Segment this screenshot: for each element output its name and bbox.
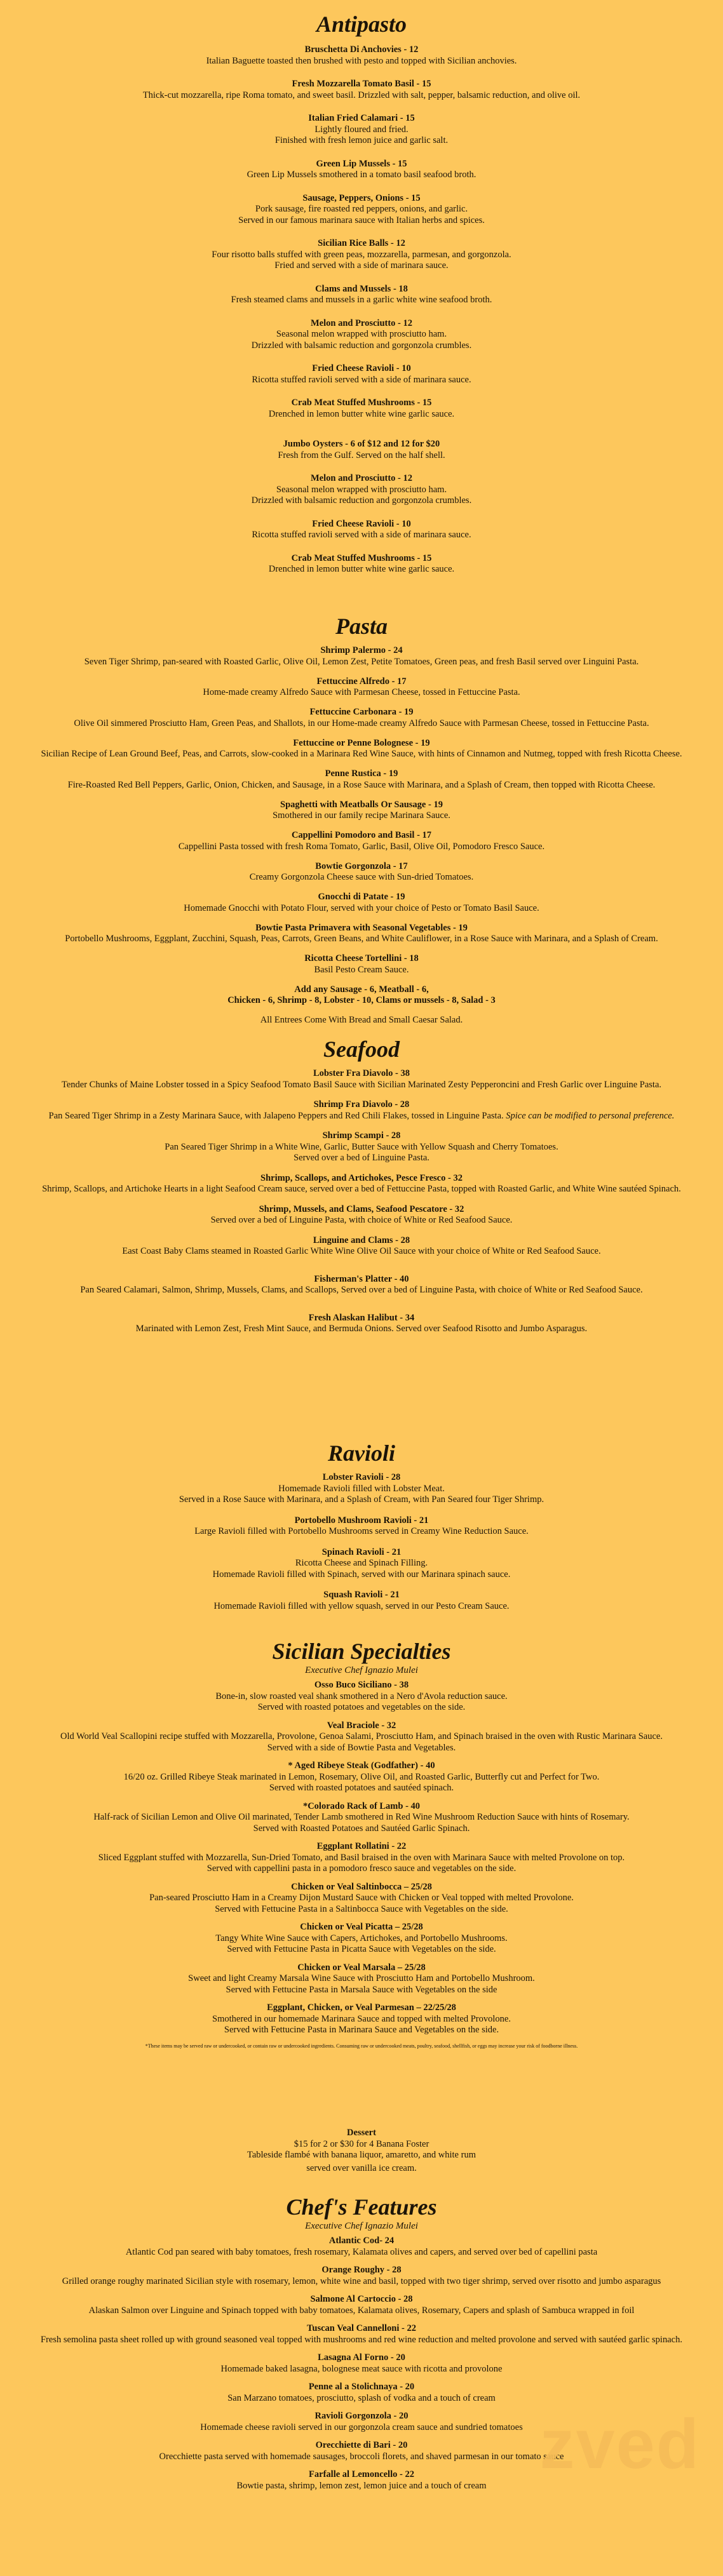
menu-item-description: Ricotta Cheese and Spinach Filling. [295, 1558, 428, 1568]
menu-item-name: Cappellini Pomodoro and Basil - 17 [291, 830, 432, 840]
menu-item-description: Thick-cut mozzarella, ripe Roma tomato, and sweet basil. Drizzled with salt, pepper, balsamic reduction, and olive oil. [142, 90, 581, 100]
menu-item [0, 1547, 723, 1581]
menu-item-description: Italian Baguette toasted then brushed with pesto and topped with Sicilian anchovies. [206, 55, 517, 66]
menu-item-name: Chicken or Veal Saltinbocca – 25/28 [291, 1881, 432, 1892]
menu-item [0, 2265, 723, 2287]
watermark-logo: zved [539, 2405, 700, 2483]
menu-item-description: Served with Fettucine Pasta in Picatta Sauce with Vegetables on the side. [227, 1944, 496, 1954]
menu-item-description: Orecchiette pasta served with homemade sausages, broccoli florets, and shaved parmesan in our tomato sauce [159, 2451, 564, 2462]
menu-item-name: Sausage, Peppers, Onions - 15 [302, 192, 421, 203]
menu-item [0, 363, 723, 386]
menu-item-description: Served with a side of Bowtie Pasta and Vegetables. [267, 1742, 456, 1753]
menu-item-description: Cappellini Pasta tossed with fresh Roma Tomato, Garlic, Basil, Olive Oil, Pomodoro Fresco Sauce. [178, 841, 545, 852]
menu-item-name: Fettuccine or Penne Bolognese - 19 [293, 737, 430, 748]
disclaimer-note: *These items may be served raw or undercooked, or contain raw or undercooked ingredients. Consuming raw or undercooked meats, poultry, seafood, shellfish, or eggs may increase your risk of foodborne illness. [145, 2043, 578, 2049]
menu-item-name: Shrimp, Scallops, and Artichokes, Pesce Fresco - 32 [260, 1172, 463, 1183]
menu-item-description: Drizzled with balsamic reduction and gorgonzola crumbles. [251, 495, 472, 506]
dessert-item [0, 2128, 723, 2174]
menu-item [0, 738, 723, 760]
menu-item-description: Served with cappellini pasta in a pomodoro fresco sauce and vegetables on the side. [206, 1863, 517, 1874]
dessert-section [0, 2128, 723, 2174]
menu-item-description: Old World Veal Scallopini recipe stuffed with Mozzarella, Provolone, Genoa Salami, Prosciutto Ham, and Spinach braised in the oven with Rustic Marinara Sauce. [60, 1731, 663, 1741]
menu-item-description: Lightly floured and fried. [314, 124, 409, 135]
menu-item-description: Homemade Ravioli filled with Lobster Meat. [278, 1483, 445, 1494]
menu-item [0, 1841, 723, 1875]
menu-item [0, 830, 723, 852]
menu-item-name: Fried Cheese Ravioli - 10 [312, 363, 411, 373]
menu-item-extra: Chicken - 6, Shrimp - 8, Lobster - 10, Clams or mussels - 8, Salad - 3 [227, 995, 496, 1005]
menu-item [0, 2002, 723, 2036]
menu-item-description: Homemade Ravioli filled with Spinach, served with our Marinara spinach sauce. [212, 1569, 511, 1580]
menu-item-description: Served with Fettucine Pasta in a Saltinbocca Sauce with Vegetables on the side. [215, 1903, 508, 1914]
menu-item [0, 44, 723, 67]
menu-item-name: Ravioli Gorgonzola - 20 [314, 2411, 409, 2421]
description-text: Pan Seared Tiger Shrimp in a Zesty Marinara Sauce, with Jalapeno Peppers and Red Chili Flakes, tossed in Linguine Pasta. [48, 1110, 504, 1121]
seafood-title: Seafood [323, 1036, 400, 1062]
dessert-line: $15 for 2 or $30 for 4 Banana Foster [294, 2138, 429, 2149]
sicilian-title: Sicilian Specialties [272, 1639, 451, 1664]
menu-item-name: Gnocchi di Patate - 19 [318, 892, 405, 902]
menu-item-name: Penne Rustica - 19 [325, 768, 398, 779]
menu-item-name: Melon and Prosciutto - 12 [310, 318, 413, 328]
menu-item [0, 923, 723, 945]
dessert-line: served over vanilla ice cream. [306, 2163, 417, 2173]
dessert-name: Dessert [347, 2128, 376, 2138]
menu-item [0, 1882, 723, 1915]
menu-item-description: Bowtie pasta, shrimp, lemon zest, lemon juice and a touch of cream [236, 2480, 487, 2491]
menu-item [0, 707, 723, 729]
menu-item-description: Fried and served with a side of marinara sauce. [274, 260, 449, 271]
menu-item-description: Four risotto balls stuffed with green peas, mozzarella, parmesan, and gorgonzola. [212, 249, 511, 260]
menu-item-description: Creamy Gorgonzola Cheese sauce with Sun-dried Tomatoes. [249, 872, 474, 882]
pasta-footer: All Entrees Come With Bread and Small Caesar Salad. [260, 1015, 463, 1025]
menu-item [0, 1313, 723, 1335]
menu-item-description: Drenched in lemon butter white wine garlic sauce. [268, 408, 455, 419]
menu-item [0, 1204, 723, 1226]
menu-item-name: Add any Sausage - 6, Meatball - 6, [294, 984, 429, 995]
menu-item-description: Ricotta stuffed ravioli served with a side of marinara sauce. [252, 374, 471, 385]
menu-item-name: Shrimp Fra Diavolo - 28 [313, 1099, 410, 1110]
menu-item [0, 1761, 723, 1794]
features-chef-credit: Executive Chef Ignazio Mulei [305, 2221, 418, 2231]
menu-item-description: Sliced Eggplant stuffed with Mozzarella, Sun-Dried Tomato, and Basil braised in the oven with Marinara Sauce with melted Provolone on top. [98, 1852, 625, 1863]
dessert-line: Tableside flambé with banana liquor, amaretto, and white rum [247, 2150, 476, 2160]
menu-item-description: Large Ravioli filled with Portobello Mushrooms served in Creamy Wine Reduction Sauce. [194, 1526, 529, 1536]
menu-item-name: Melon and Prosciutto - 12 [310, 473, 413, 483]
menu-item-description: Pan Seared Tiger Shrimp in a White Wine, Garlic, Butter Sauce with Yellow Squash and Cherry Tomatoes. [165, 1141, 558, 1152]
menu-item-description: Homemade baked lasagna, bolognese meat sauce with ricotta and provolone [220, 2363, 503, 2374]
menu-item-name: Farfalle al Lemoncello - 22 [309, 2469, 414, 2479]
menu-item-name: Osso Buco Siciliano - 38 [314, 1680, 409, 1690]
menu-item [0, 1068, 723, 1090]
menu-item [0, 1235, 723, 1258]
menu-item-name: Spinach Ravioli - 21 [321, 1546, 402, 1557]
menu-item-name: Lasagna Al Forno - 20 [318, 2352, 405, 2363]
menu-item-name: Crab Meat Stuffed Mushrooms - 15 [291, 398, 432, 408]
menu-item-description: Served in a Rose Sauce with Marinara, and a Splash of Cream, with Pan Seared four Tiger Shrimp. [179, 1494, 544, 1505]
menu-item-name: Atlantic Cod- 24 [328, 2236, 395, 2246]
menu-item-name: Penne al a Stolichnaya - 20 [308, 2382, 415, 2392]
menu-item [0, 1680, 723, 1714]
menu-item [0, 1721, 723, 1754]
menu-item-name: Eggplant Rollatini - 22 [316, 1841, 407, 1851]
menu-item-description: Portobello Mushrooms, Eggplant, Zucchini, Squash, Peas, Carrots, Green Beans, and White Cauliflower, in a Rose Sauce with Marinara, and a Splash of Cream. [65, 934, 658, 944]
menu-item [0, 2236, 723, 2258]
menu-item-description: Served with Fettucine Pasta in Marsala Sauce with Vegetables on the side [226, 1984, 497, 1995]
menu-item [0, 768, 723, 791]
menu-item-name: *Colorado Rack of Lamb - 40 [302, 1801, 421, 1811]
menu-item-description: Grilled orange roughy marinated Sicilian style with rosemary, lemon, white wine and basil, topped with two tiger shrimp, served over risotto and jumbo asparagus [62, 2276, 661, 2286]
menu-item-description: Atlantic Cod pan seared with baby tomatoes, fresh rosemary, Kalamata olives and capers, and served over bed of capellini pasta [125, 2246, 598, 2257]
menu-item-description: Pork sausage, fire roasted red peppers, onions, and garlic. [255, 204, 468, 214]
menu-item-name: Fried Cheese Ravioli - 10 [312, 518, 411, 529]
menu-item-description: Pan Seared Calamari, Salmon, Shrimp, Mussels, Clams, and Scallops, Served over a bed of Linguine Pasta, with choice of White or Red Seafood Sauce. [80, 1285, 643, 1295]
menu-item-name: Veal Braciole - 32 [327, 1720, 396, 1731]
menu-item-description: Finished with fresh lemon juice and garlic salt. [274, 135, 449, 145]
seafood-section [0, 1036, 723, 1344]
menu-item-name: Italian Fried Calamari - 15 [308, 113, 415, 123]
menu-item-name: Jumbo Oysters - 6 of $12 and 12 for $20 [283, 439, 440, 449]
menu-item-name: Sicilian Rice Balls - 12 [318, 238, 405, 248]
menu-item-name: Bruschetta Di Anchovies - 12 [304, 44, 419, 55]
menu-item-description: Served in our famous marinara sauce with Italian herbs and spices. [238, 215, 485, 225]
menu-item [0, 1962, 723, 1996]
menu-item-name: Fettuccine Alfredo - 17 [316, 676, 407, 687]
menu-item [0, 439, 723, 461]
menu-item-description: Bone-in, slow roasted veal shank smothered in a Nero d'Avola reduction sauce. [215, 1691, 508, 1701]
ravioli-title: Ravioli [328, 1440, 395, 1466]
menu-item-name: Fettuccine Carbonara - 19 [309, 707, 414, 717]
antipasto-section [0, 11, 723, 587]
menu-item-name: Spaghetti with Meatballs Or Sausage - 19 [280, 799, 443, 810]
menu-item [0, 861, 723, 883]
menu-item-description: Sicilian Recipe of Lean Ground Beef, Peas, and Carrots, slow-cooked in a Marinara Red Wine Sauce, with hints of Cinnamon and Nutmeg, topped with fresh Ricotta Cheese. [41, 749, 682, 759]
menu-item-description: Olive Oil simmered Prosciutto Ham, Green Peas, and Shallots, in our Home-made creamy Alfredo Sauce with Parmesan Cheese, tossed in Fettuccine Pasta. [74, 718, 649, 728]
menu-item [0, 1472, 723, 1506]
menu-item-description: Half-rack of Sicilian Lemon and Olive Oil marinated, Tender Lamb smothered in Red Wine Mushroom Reduction Sauce with hints of Rosemary. [93, 1812, 630, 1822]
menu-item-description: East Coast Baby Clams steamed in Roasted Garlic White Wine Olive Oil Sauce with your choice of White or Red Seafood Sauce. [122, 1246, 601, 1256]
menu-item-name: Fresh Alaskan Halibut - 34 [308, 1312, 415, 1323]
menu-item [0, 1922, 723, 1955]
menu-item [0, 892, 723, 914]
menu-item [0, 1590, 723, 1612]
ravioli-section [0, 1440, 723, 1621]
menu-item-name: Eggplant, Chicken, or Veal Parmesan – 22/25/28 [267, 2002, 456, 2013]
menu-item-description: Sweet and light Creamy Marsala Wine Sauce with Prosciutto Ham and Portobello Mushroom. [188, 1973, 535, 1983]
menu-item [0, 1801, 723, 1835]
menu-item-name: Lobster Fra Diavolo - 38 [313, 1068, 410, 1078]
menu-item [0, 1099, 723, 1122]
menu-item-description: Drenched in lemon butter white wine garlic sauce. [268, 564, 455, 574]
menu-item-name: Bowtie Pasta Primavera with Seasonal Vegetables - 19 [255, 922, 468, 933]
menu-item-description: Served over a bed of Linguine Pasta. [294, 1153, 429, 1163]
menu-item-description: Fresh steamed clams and mussels in a garlic white wine seafood broth. [231, 295, 492, 305]
menu-item [0, 1130, 723, 1164]
menu-item-description: Homemade Ravioli filled with yellow squash, served in our Pesto Cream Sauce. [213, 1600, 510, 1611]
menu-item [0, 800, 723, 822]
menu-item-description: Smothered in our family recipe Marinara Sauce. [273, 810, 450, 821]
menu-item [0, 1515, 723, 1538]
features-title: Chef's Features [286, 2194, 437, 2220]
menu-item-name: Fresh Mozzarella Tomato Basil - 15 [292, 79, 431, 89]
menu-item-name: Fisherman's Platter - 40 [314, 1273, 409, 1284]
menu-item-description: Tangy White Wine Sauce with Capers, Artichokes, and Portobello Mushrooms. [215, 1933, 508, 1943]
menu-item-description: Served over a bed of Linguine Pasta, with choice of White or Red Seafood Sauce. [210, 1215, 513, 1225]
menu-item-name: Chicken or Veal Picatta – 25/28 [300, 1922, 423, 1932]
menu-item-description: Seven Tiger Shrimp, pan-seared with Roasted Garlic, Olive Oil, Lemon Zest, Petite Tomatoes, Green peas, and fresh Basil served over Linguini Pasta. [84, 656, 639, 667]
menu-item-description: Basil Pesto Cream Sauce. [314, 964, 409, 975]
menu-item [0, 2352, 723, 2375]
menu-item-description: Alaskan Salmon over Linguine and Spinach topped with baby tomatoes, Kalamata olives, Rosemary, Capers and splash of Sambuca wrapped in foil [88, 2305, 635, 2316]
menu-item [0, 193, 723, 227]
menu-item [0, 318, 723, 352]
menu-item [0, 519, 723, 541]
menu-item-description: Served with roasted potatoes and vegetables on the side. [257, 1702, 466, 1712]
menu-item-name: Squash Ravioli - 21 [323, 1590, 400, 1600]
menu-item [0, 676, 723, 699]
menu-item-description: Marinated with Lemon Zest, Fresh Mint Sauce, and Bermuda Onions. Served over Seafood Risotto and Jumbo Asparagus. [135, 1324, 588, 1334]
menu-item-name: Salmone Al Cartoccio - 28 [310, 2294, 413, 2304]
menu-item-name: Chicken or Veal Marsala – 25/28 [297, 1962, 426, 1973]
menu-item-name: Clams and Mussels - 18 [315, 283, 408, 294]
menu-item [0, 2294, 723, 2316]
menu-item [0, 159, 723, 181]
menu-item [0, 284, 723, 306]
menu-item-name: Ricotta Cheese Tortellini - 18 [304, 953, 419, 963]
menu-item-name: Green Lip Mussels - 15 [316, 158, 407, 169]
menu-item [0, 398, 723, 420]
menu-item-name: Orange Roughy - 28 [321, 2265, 402, 2275]
menu-item [0, 645, 723, 667]
menu-item-description: Homemade cheese ravioli served in our gorgonzola cream sauce and sundried tomatoes [200, 2422, 523, 2432]
antipasto-title: Antipasto [316, 11, 407, 37]
menu-item-name: Tuscan Veal Cannelloni - 22 [307, 2323, 416, 2333]
menu-item-name: Shrimp, Mussels, and Clams, Seafood Pescatore - 32 [259, 1204, 464, 1214]
menu-item-description: Served with roasted potatoes and sautéed spinach. [269, 1783, 454, 1793]
menu-item-description: Homemade Gnocchi with Potato Flour, served with your choice of Pesto or Tomato Basil Sauce. [184, 902, 539, 913]
menu-item-description: Seasonal melon wrapped with prosciutto ham. [276, 484, 447, 495]
pasta-title: Pasta [335, 614, 388, 639]
description-note: Spice can be modified to personal preference. [506, 1110, 675, 1121]
menu-item [0, 1173, 723, 1195]
menu-item-description: Tender Chunks of Maine Lobster tossed in a Spicy Seafood Tomato Basil Sauce with Sicilian Marinated Zesty Pepperoncini and Fresh Garlic over Linguine Pasta. [61, 1079, 662, 1090]
menu-item-name: Linguine and Clams - 28 [313, 1235, 410, 1245]
menu-item-name: * Aged Ribeye Steak (Godfather) - 40 [288, 1761, 435, 1771]
menu-item-name: Orecchiette di Bari - 20 [315, 2440, 408, 2450]
menu-item-description: Smothered in our homemade Marinara Sauce and topped with melted Provolone. [212, 2013, 511, 2024]
menu-item-description: San Marzano tomatoes, prosciutto, splash of vodka and a touch of cream [227, 2392, 496, 2403]
menu-item-description: Served with Roasted Potatoes and Sautéed Garlic Spinach. [253, 1823, 470, 1834]
menu-item-name: Crab Meat Stuffed Mushrooms - 15 [291, 553, 432, 563]
menu-item-description: Green Lip Mussels smothered in a tomato basil seafood broth. [247, 170, 476, 180]
menu-item-description: Pan-seared Prosciutto Ham in a Creamy Dijon Mustard Sauce with Chicken or Veal topped with melted Provolone. [149, 1893, 574, 1903]
menu-item-description: Drizzled with balsamic reduction and gorgonzola crumbles. [251, 340, 472, 351]
menu-item [0, 2323, 723, 2345]
menu-item-description: 16/20 oz. Grilled Ribeye Steak marinated in Lemon, Rosemary, Olive Oil, and Roasted Garlic, Butterfly cut and Perfect for Two. [123, 1771, 600, 1782]
pasta-section [0, 614, 723, 1026]
menu-item [0, 473, 723, 507]
menu-item-description: Seasonal melon wrapped with prosciutto ham. [276, 329, 447, 339]
menu-item-description: Fresh semolina pasta sheet rolled up with ground seasoned veal topped with mushrooms and red wine reduction and melted provolone and served with sautéed garlic spinach. [41, 2334, 682, 2345]
menu-item-name: Lobster Ravioli - 28 [322, 1472, 401, 1482]
menu-item [0, 79, 723, 101]
menu-item-description: Home-made creamy Alfredo Sauce with Parmesan Cheese, tossed in Fettuccine Pasta. [203, 687, 520, 697]
menu-item [0, 553, 723, 575]
menu-item [0, 1274, 723, 1296]
menu-item-name: Shrimp Scampi - 28 [322, 1130, 401, 1141]
menu-item-description [0, 1111, 723, 1122]
menu-item-name: Shrimp Palermo - 24 [320, 645, 403, 655]
menu-item-description: Shrimp, Scallops, and Artichoke Hearts in a light Seafood Cream sauce, served over a bed of Fettuccine Pasta, topped with Roasted Garlic, and White Wine sautéed Spinach. [42, 1184, 681, 1194]
sicilian-section [0, 1639, 723, 2049]
menu-item [0, 113, 723, 147]
menu-item [0, 238, 723, 272]
menu-item-name: Bowtie Gorgonzola - 17 [315, 861, 408, 871]
menu-item-name: Portobello Mushroom Ravioli - 21 [294, 1515, 429, 1526]
menu-item [0, 984, 723, 1007]
menu-item-description: Served with Fettucine Pasta in Marinara Sauce and Vegetables on the side. [224, 2025, 499, 2035]
menu-item [0, 953, 723, 976]
menu-item-description: Ricotta stuffed ravioli served with a side of marinara sauce. [252, 530, 471, 540]
sicilian-chef-credit: Executive Chef Ignazio Mulei [305, 1665, 418, 1675]
menu-item [0, 2382, 723, 2404]
menu-item-description: Fire-Roasted Red Bell Peppers, Garlic, Onion, Chicken, and Sausage, in a Rose Sauce with Marinara, and a Splash of Cream, then topped with Ricotta Cheese. [67, 779, 656, 790]
menu-item-description: Fresh from the Gulf. Served on the half shell. [278, 450, 445, 460]
